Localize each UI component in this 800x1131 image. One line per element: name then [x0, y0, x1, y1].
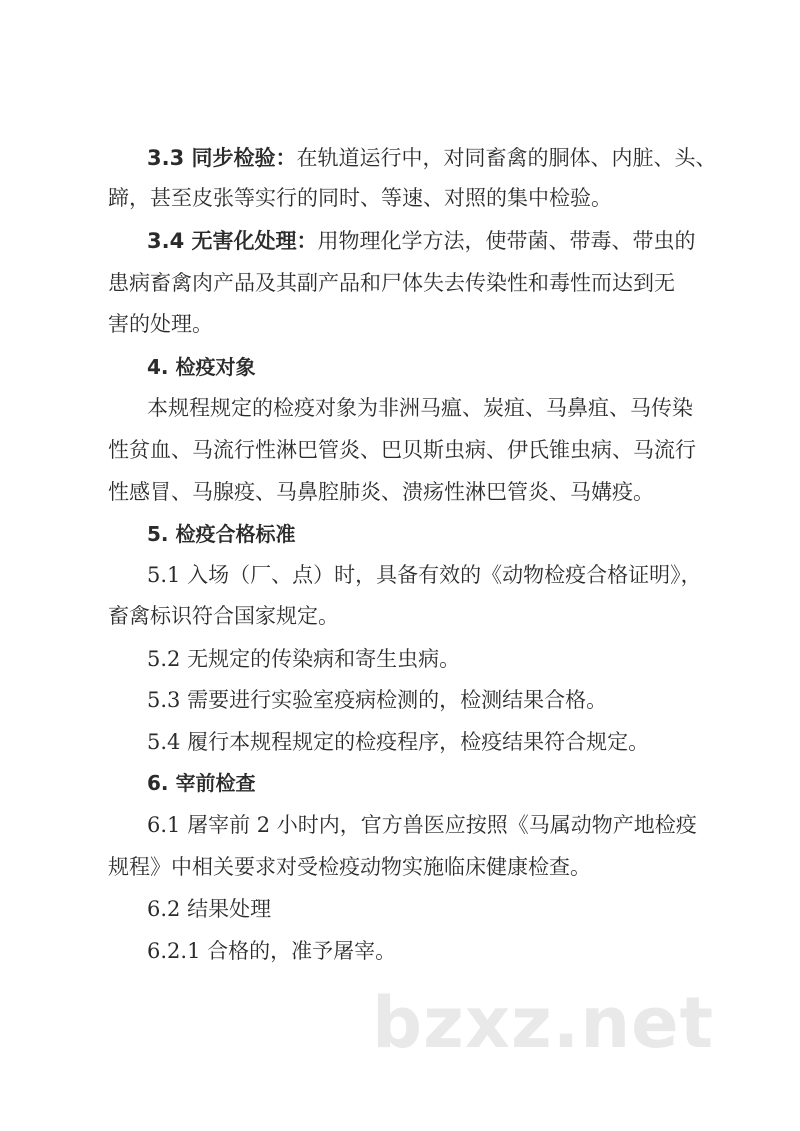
definition-3-4-text: 用物理化学方法，使带菌、带毒、带虫的 — [317, 229, 696, 253]
item-6-1-line-1: 6.1 屠宰前 2 小时内，官方兽医应按照《马属动物产地检疫 — [147, 813, 697, 837]
heading-4: 4. 检疫对象 — [147, 355, 256, 379]
item-5-1-line-1: 5.1 入场（厂、点）时，具备有效的《动物检疫合格证明》， — [147, 563, 702, 587]
item-5-4: 5.4 履行本规程规定的检疫程序，检疫结果符合规定。 — [147, 730, 650, 754]
item-5-1-line-2: 畜禽标识符合国家规定。 — [108, 604, 339, 628]
section-3-4-line-1 — [147, 231, 696, 252]
item-5-3: 5.3 需要进行实验室疫病检测的，检测结果合格。 — [147, 688, 608, 712]
section-4-line-3: 性感冒、马腺疫、马鼻腔肺炎、溃疡性淋巴管炎、马媾疫。 — [108, 480, 654, 504]
item-6-1-line-2: 规程》中相关要求对受检疫动物实施临床健康检查。 — [108, 855, 591, 879]
item-6-2: 6.2 结果处理 — [147, 897, 272, 921]
section-3-4-line-3: 害的处理。 — [108, 312, 213, 336]
heading-5: 5. 检疫合格标准 — [147, 522, 296, 546]
heading-6: 6. 宰前检查 — [147, 771, 256, 795]
item-5-2: 5.2 无规定的传染病和寄生虫病。 — [147, 647, 461, 671]
section-4-line-1: 本规程规定的检疫对象为非洲马瘟、炭疽、马鼻疽、马传染 — [147, 396, 693, 420]
definition-3-3-text: 在轨道运行中，对同畜禽的胴体、内脏、头、 — [296, 146, 717, 170]
section-3-4-line-2: 患病畜禽肉产品及其副产品和尸体失去传染性和毒性而达到无 — [108, 271, 675, 295]
term-3-3: 3.3 同步检验： — [147, 146, 297, 170]
section-3-3-line-2: 蹄，甚至皮张等实行的同时、等速、对照的集中检验。 — [108, 186, 612, 210]
term-3-4: 3.4 无害化处理： — [147, 229, 318, 253]
section-3-3-line-1 — [147, 148, 717, 169]
section-4-line-2: 性贫血、马流行性淋巴管炎、巴贝斯虫病、伊氏锥虫病、马流行 — [108, 438, 696, 462]
item-6-2-1: 6.2.1 合格的，准予屠宰。 — [147, 939, 397, 963]
watermark-text: bzxz.net — [372, 982, 715, 1064]
